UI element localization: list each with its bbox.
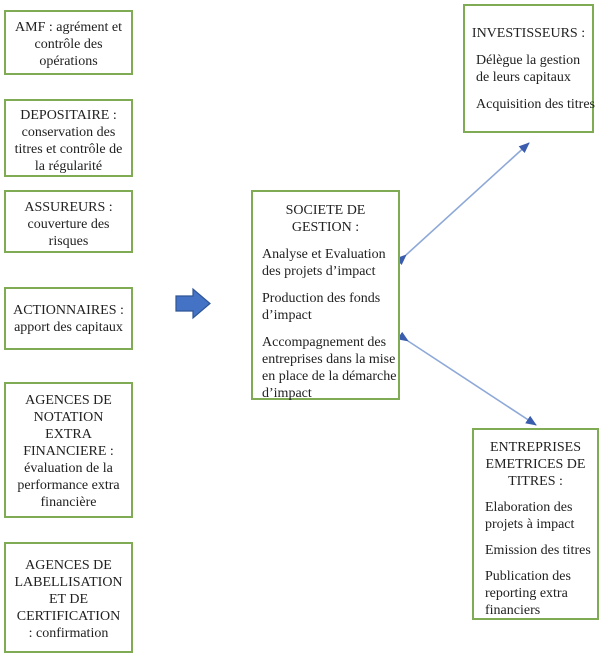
box-title-line: SOCIETE DE bbox=[285, 203, 366, 218]
box-text-line: Accompagnement des bbox=[262, 335, 387, 350]
box-amf bbox=[4, 10, 133, 75]
box-text-line: financière bbox=[40, 495, 97, 510]
box-text-line: AMF : agrément et bbox=[15, 20, 122, 35]
box-title bbox=[465, 6, 592, 42]
box-title-line: EMETRICES DE bbox=[485, 457, 586, 472]
box-text-line: Elaboration des bbox=[485, 500, 573, 515]
box-paragraph bbox=[474, 542, 597, 559]
box-text-line: ACTIONNAIRES : bbox=[13, 303, 124, 318]
box-text-line: DEPOSITAIRE : bbox=[20, 108, 117, 123]
box-text-line: LABELLISATION bbox=[14, 575, 123, 590]
box-paragraph bbox=[253, 334, 398, 402]
box-paragraph bbox=[474, 499, 597, 533]
box-text-line: projets à impact bbox=[485, 517, 575, 532]
box-text-line: ET DE bbox=[48, 592, 88, 607]
box-text-line: en place de la démarche bbox=[262, 369, 397, 384]
box-text-line: évaluation de la bbox=[24, 461, 113, 476]
box-title bbox=[474, 430, 597, 490]
box-text-line: AGENCES DE bbox=[25, 393, 112, 408]
box-text-line: entreprises dans la mise bbox=[262, 352, 396, 367]
box-text-line: conservation des bbox=[21, 125, 116, 140]
box-title-line: INVESTISSEURS : bbox=[471, 26, 586, 41]
box-investisseurs bbox=[463, 4, 594, 133]
box-text-line: EXTRA bbox=[45, 427, 92, 442]
box-text-line: d’impact bbox=[262, 308, 312, 323]
box-paragraph bbox=[474, 568, 597, 619]
box-text-line: apport des capitaux bbox=[14, 320, 123, 335]
box-agences-notation bbox=[4, 382, 133, 518]
box-text-line: d’impact bbox=[262, 386, 312, 401]
box-societe-de-gestion bbox=[251, 190, 400, 400]
box-assureurs bbox=[4, 190, 133, 253]
link-arrow-investisseurs-icon bbox=[406, 143, 529, 255]
box-title-line: GESTION : bbox=[291, 220, 360, 235]
box-paragraph bbox=[253, 246, 398, 280]
box-text-line: titres et contrôle de bbox=[14, 142, 123, 157]
box-title bbox=[253, 192, 398, 236]
box-paragraph bbox=[465, 52, 592, 86]
box-entreprises-emetrices bbox=[472, 428, 599, 620]
box-text-line: Emission des titres bbox=[485, 543, 591, 558]
box-text-line: couverture des bbox=[27, 217, 110, 232]
box-text-line: opérations bbox=[39, 54, 98, 69]
box-text-line: Production des fonds bbox=[262, 291, 381, 306]
box-text-line: ASSUREURS : bbox=[24, 200, 113, 215]
box-text-line: financiers bbox=[485, 603, 541, 618]
box-agences-labellisation bbox=[4, 542, 133, 653]
box-paragraph bbox=[253, 290, 398, 324]
box-text-line: Délègue la gestion bbox=[476, 53, 581, 68]
flow-arrow-icon bbox=[176, 289, 210, 318]
box-depositaire bbox=[4, 99, 133, 177]
box-text-line: FINANCIERE : bbox=[23, 444, 114, 459]
box-title-line: TITRES : bbox=[508, 474, 563, 489]
box-text-line: des projets d’impact bbox=[262, 264, 376, 279]
box-text-line: de leurs capitaux bbox=[476, 70, 571, 85]
box-text-line: reporting extra bbox=[485, 586, 568, 601]
box-paragraph bbox=[465, 96, 595, 113]
box-text-line: contrôle des bbox=[34, 37, 103, 52]
box-text-line: : confirmation bbox=[28, 626, 109, 641]
link-arrow-entreprises-icon bbox=[408, 341, 536, 425]
box-text-line: NOTATION bbox=[33, 410, 104, 425]
box-text-line: CERTIFICATION bbox=[16, 609, 121, 624]
box-title-line: ENTREPRISES bbox=[489, 440, 581, 455]
box-text-line: Publication des bbox=[485, 569, 571, 584]
box-text-line: risques bbox=[48, 234, 89, 249]
box-text-line: AGENCES DE bbox=[25, 558, 112, 573]
box-text-line: performance extra bbox=[17, 478, 120, 493]
box-text-line: Analyse et Evaluation bbox=[262, 247, 386, 262]
box-text-line: Acquisition des titres bbox=[476, 97, 595, 112]
box-text-line: la régularité bbox=[34, 159, 103, 174]
box-actionnaires bbox=[4, 287, 133, 350]
